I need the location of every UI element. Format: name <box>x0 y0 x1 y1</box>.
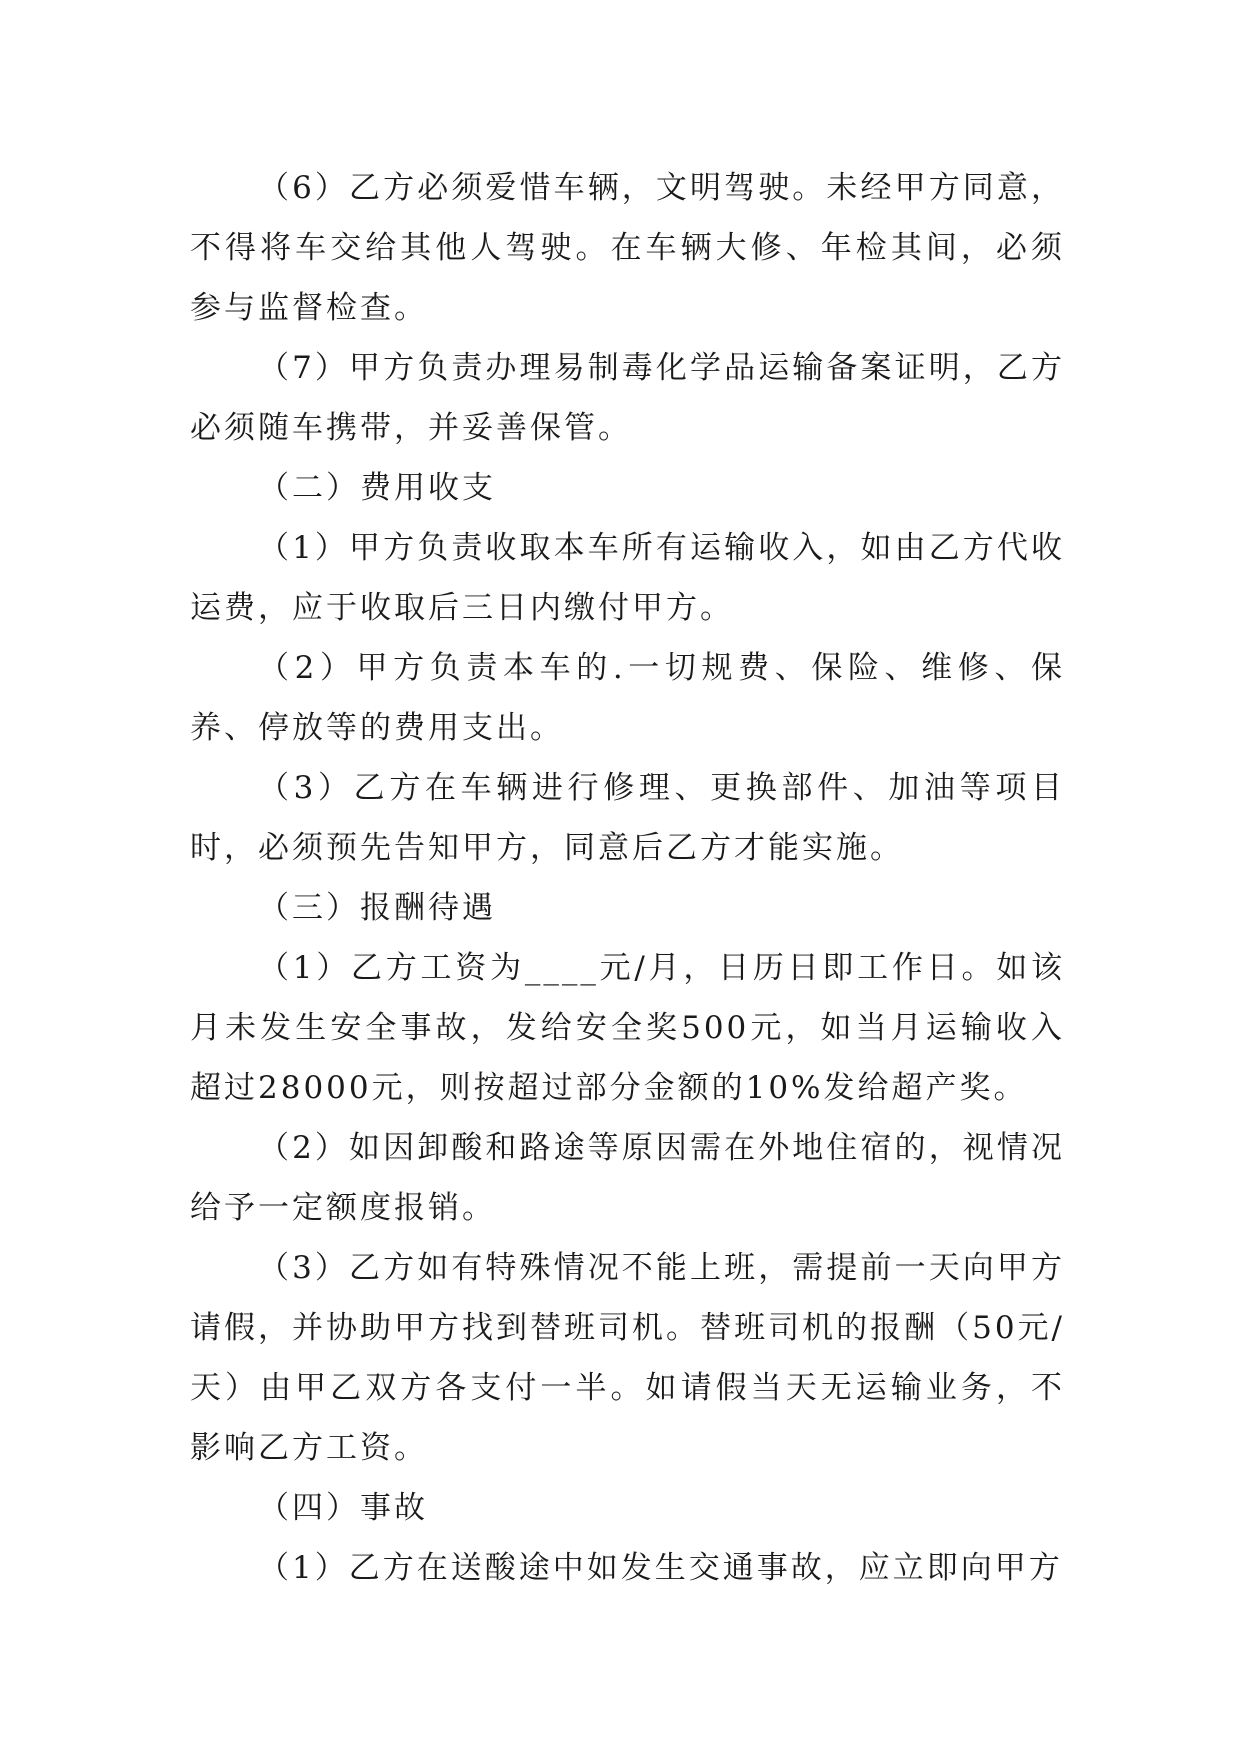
document-body <box>190 158 1065 1598</box>
section-heading-accidents: （四）事故 <box>258 1490 428 1526</box>
paragraph-expenses-1: （1）甲方负责收取本车所有运输收入，如由乙方代收运费，应于收取后三日内缴付甲方。 <box>190 530 1065 626</box>
paragraph-clause-6: （6）乙方必须爱惜车辆，文明驾驶。未经甲方同意，不得将车交给其他人驾驶。在车辆大修、年检其间，必须参与监督检查。 <box>190 170 1065 326</box>
section-heading-expenses: （二）费用收支 <box>258 470 496 506</box>
paragraph-compensation-1: （1）乙方工资为____元/月，日历日即工作日。如该月未发生安全事故，发给安全奖500元，如当月运输收入超过28000元，则按超过部分金额的10%发给超产奖。 <box>190 950 1065 1106</box>
section-heading-compensation: （三）报酬待遇 <box>258 890 496 926</box>
paragraph-clause-7: （7）甲方负责办理易制毒化学品运输备案证明，乙方必须随车携带，并妥善保管。 <box>190 350 1065 446</box>
paragraph-expenses-3: （3）乙方在车辆进行修理、更换部件、加油等项目时，必须预先告知甲方，同意后乙方才能实施。 <box>190 770 1065 866</box>
paragraph-accidents-1: （1）乙方在送酸途中如发生交通事故，应立即向甲方 <box>258 1550 1063 1586</box>
paragraph-compensation-3: （3）乙方如有特殊情况不能上班，需提前一天向甲方请假，并协助甲方找到替班司机。替班司机的报酬（50元/天）由甲乙双方各支付一半。如请假当天无运输业务，不影响乙方工资。 <box>190 1250 1065 1466</box>
paragraph-compensation-2: （2）如因卸酸和路途等原因需在外地住宿的，视情况给予一定额度报销。 <box>190 1130 1065 1226</box>
paragraph-expenses-2: （2）甲方负责本车的.一切规费、保险、维修、保养、停放等的费用支出。 <box>190 650 1065 746</box>
